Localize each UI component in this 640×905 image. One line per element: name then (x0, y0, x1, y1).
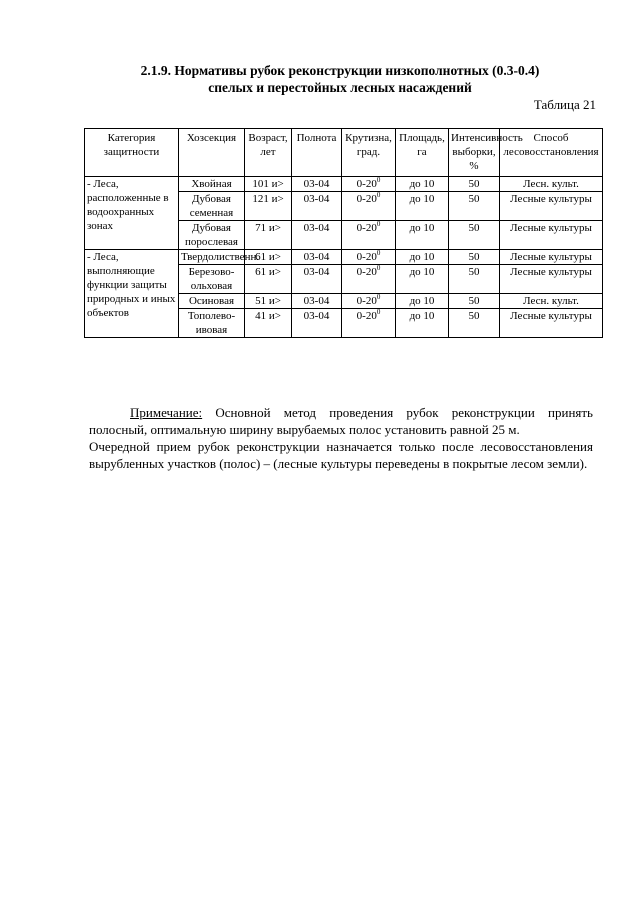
section-cell: Дубовая порослевая (179, 221, 245, 250)
slope-cell (342, 177, 396, 192)
slope-value: 0-20 (356, 295, 377, 307)
column-header: Интенсивность выборки, % (449, 129, 500, 177)
method-cell: Лесные культуры (500, 192, 603, 221)
age-cell: 41 и> (245, 309, 292, 338)
area-cell: до 10 (396, 221, 449, 250)
density-cell: 03-04 (292, 192, 342, 221)
method-cell: Лесные культуры (500, 250, 603, 265)
degree-superscript: 0 (376, 249, 381, 257)
heading-line-1: 2.1.9. Нормативы рубок реконструкции низкополнотных (0.3-0.4) (140, 63, 540, 78)
column-header: Хозсекция (179, 129, 245, 177)
slope-value: 0-20 (356, 178, 377, 190)
section-cell: Твердолиственн. (179, 250, 245, 265)
method-cell: Лесн. культ. (500, 294, 603, 309)
slope-value: 0-20 (356, 222, 377, 234)
age-cell: 51 и> (245, 294, 292, 309)
method-cell: Лесные культуры (500, 265, 603, 294)
age-cell: 101 и> (245, 177, 292, 192)
column-header: Способ лесовосстановления (500, 129, 603, 177)
note-block (89, 404, 593, 472)
intensity-cell: 50 (449, 192, 500, 221)
section-cell: Осиновая (179, 294, 245, 309)
degree-superscript: 0 (376, 308, 381, 316)
slope-value: 0-20 (356, 193, 377, 205)
category-cell: - Леса, выполняющие функции защиты природных и иных объектов (85, 250, 179, 338)
intensity-cell: 50 (449, 250, 500, 265)
age-cell: 121 и> (245, 192, 292, 221)
method-cell: Лесн. культ. (500, 177, 603, 192)
slope-value: 0-20 (356, 266, 377, 278)
section-heading (100, 62, 580, 96)
note-label: Примечание: (130, 405, 203, 420)
intensity-cell: 50 (449, 294, 500, 309)
intensity-cell: 50 (449, 265, 500, 294)
table-header-row (85, 129, 603, 177)
section-cell: Березово-ольховая (179, 265, 245, 294)
slope-cell (342, 265, 396, 294)
table-group (85, 177, 603, 250)
intensity-cell: 50 (449, 177, 500, 192)
slope-cell (342, 192, 396, 221)
area-cell: до 10 (396, 294, 449, 309)
column-header: Полнота (292, 129, 342, 177)
degree-superscript: 0 (376, 191, 381, 199)
density-cell: 03-04 (292, 221, 342, 250)
slope-cell (342, 309, 396, 338)
density-cell: 03-04 (292, 177, 342, 192)
age-cell: 71 и> (245, 221, 292, 250)
area-cell: до 10 (396, 265, 449, 294)
density-cell: 03-04 (292, 250, 342, 265)
degree-superscript: 0 (376, 176, 381, 184)
area-cell: до 10 (396, 192, 449, 221)
area-cell: до 10 (396, 250, 449, 265)
section-cell: Тополево-ивовая (179, 309, 245, 338)
degree-superscript: 0 (376, 293, 381, 301)
density-cell: 03-04 (292, 265, 342, 294)
column-header: Возраст, лет (245, 129, 292, 177)
table-row (85, 250, 603, 265)
column-header: Крутизна, град. (342, 129, 396, 177)
section-cell: Дубовая семенная (179, 192, 245, 221)
area-cell: до 10 (396, 309, 449, 338)
method-cell: Лесные культуры (500, 309, 603, 338)
slope-cell (342, 250, 396, 265)
column-header: Площадь, га (396, 129, 449, 177)
degree-superscript: 0 (376, 264, 381, 272)
slope-cell (342, 221, 396, 250)
age-cell: 61 и> (245, 265, 292, 294)
note-paragraph-1 (89, 404, 593, 438)
note-text-1: Основной метод проведения рубок реконструкции принять полосный, оптимальную ширину вырубаемых полос установить равной 25 м. (89, 405, 593, 437)
area-cell: до 10 (396, 177, 449, 192)
intensity-cell: 50 (449, 309, 500, 338)
category-cell: - Леса, расположенные в водоохранных зонах (85, 177, 179, 250)
column-header: Категория защитности (85, 129, 179, 177)
method-cell: Лесные культуры (500, 221, 603, 250)
density-cell: 03-04 (292, 294, 342, 309)
age-cell: 61 и> (245, 250, 292, 265)
section-cell: Хвойная (179, 177, 245, 192)
table-number: Таблица 21 (533, 97, 596, 112)
table-group (85, 250, 603, 338)
slope-value: 0-20 (356, 251, 377, 263)
slope-cell (342, 294, 396, 309)
density-cell: 03-04 (292, 309, 342, 338)
table-row (85, 177, 603, 192)
note-paragraph-2: Очередной прием рубок реконструкции назначается только после лесовосстановления вырубленных участков (полос) – (лесные культуры переведены в покрытые лесом земли). (89, 439, 593, 471)
intensity-cell: 50 (449, 221, 500, 250)
heading-line-2: спелых и перестойных лесных насаждений (208, 80, 472, 95)
degree-superscript: 0 (376, 220, 381, 228)
norms-table (84, 128, 603, 338)
slope-value: 0-20 (356, 310, 377, 322)
